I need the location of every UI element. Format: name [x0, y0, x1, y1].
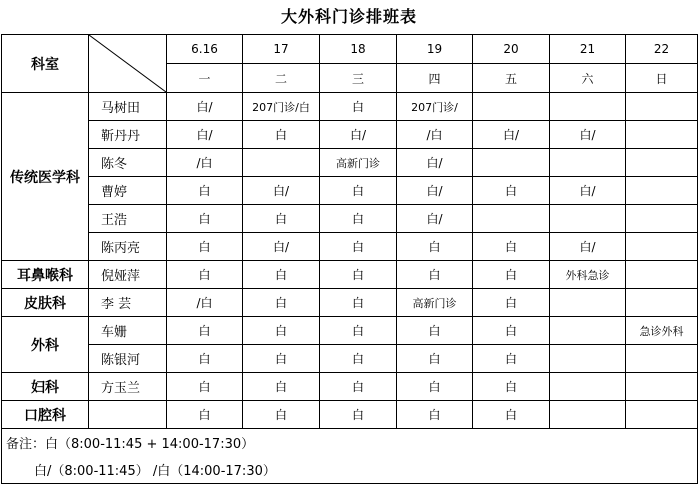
- doctor-name-cell: 车姗: [89, 317, 167, 345]
- schedule-row: [2, 149, 698, 177]
- shift-cell: 白: [473, 289, 550, 317]
- note-row-2: [2, 455, 698, 484]
- shift-cell: 白: [473, 401, 550, 429]
- schedule-row: [2, 121, 698, 149]
- shift-cell: 白: [397, 317, 473, 345]
- doctor-name-cell: 马树田: [89, 93, 167, 121]
- department-cell: 耳鼻喉科: [2, 261, 89, 289]
- shift-cell: [473, 93, 550, 121]
- shift-cell: 白/: [243, 233, 320, 261]
- doctor-name-cell: 曹婷: [89, 177, 167, 205]
- shift-cell: 白/: [550, 177, 626, 205]
- shift-cell: 白: [243, 401, 320, 429]
- doctor-name-cell: 方玉兰: [89, 373, 167, 401]
- shift-cell: 白: [320, 289, 397, 317]
- shift-cell: 白: [320, 317, 397, 345]
- doctor-name-cell: 靳丹丹: [89, 121, 167, 149]
- doctor-name-cell: 倪娅萍: [89, 261, 167, 289]
- shift-cell: 白/: [550, 233, 626, 261]
- shift-cell: 白: [473, 177, 550, 205]
- shift-cell: 白/: [473, 121, 550, 149]
- shift-cell: [626, 289, 698, 317]
- shift-cell: 白: [473, 373, 550, 401]
- schedule-row: [2, 345, 698, 373]
- shift-cell: [626, 149, 698, 177]
- page-title: 大外科门诊排班表: [280, 7, 417, 26]
- schedule-row: [2, 373, 698, 401]
- shift-cell: [626, 205, 698, 233]
- shift-cell: 207门诊/: [397, 93, 473, 121]
- shift-cell: 白: [473, 317, 550, 345]
- shift-cell: 白/: [397, 149, 473, 177]
- date-header: 6.16: [167, 35, 243, 64]
- shift-cell: 白: [320, 177, 397, 205]
- header-row-dates: [2, 35, 698, 64]
- shift-cell: 外科急诊: [550, 261, 626, 289]
- shift-cell: 白/: [550, 121, 626, 149]
- date-header: 21: [550, 35, 626, 64]
- shift-cell: [550, 373, 626, 401]
- date-header: 19: [397, 35, 473, 64]
- doctor-name-cell: 李 芸: [89, 289, 167, 317]
- shift-cell: 白/: [243, 177, 320, 205]
- doctor-name-cell: [89, 401, 167, 429]
- schedule-row: [2, 205, 698, 233]
- shift-cell: 白: [243, 121, 320, 149]
- shift-cell: 急诊外科: [626, 317, 698, 345]
- shift-cell: [626, 401, 698, 429]
- shift-cell: 白: [167, 373, 243, 401]
- shift-cell: [550, 345, 626, 373]
- shift-cell: [626, 177, 698, 205]
- shift-cell: 白: [167, 177, 243, 205]
- doctor-name-cell: 陈银河: [89, 345, 167, 373]
- shift-cell: 白: [397, 233, 473, 261]
- shift-cell: 白: [320, 345, 397, 373]
- shift-cell: 白: [167, 261, 243, 289]
- shift-cell: [626, 345, 698, 373]
- shift-cell: 白: [320, 205, 397, 233]
- weekday-header: 四: [397, 64, 473, 93]
- shift-cell: /白: [397, 121, 473, 149]
- shift-cell: 白: [397, 345, 473, 373]
- shift-cell: 白: [243, 261, 320, 289]
- shift-cell: [626, 373, 698, 401]
- schedule-row: [2, 93, 698, 121]
- shift-cell: 白: [397, 261, 473, 289]
- schedule-row: [2, 233, 698, 261]
- shift-cell: [626, 261, 698, 289]
- doctor-name-cell: 陈丙亮: [89, 233, 167, 261]
- shift-cell: 白/: [397, 205, 473, 233]
- shift-cell: 白: [473, 233, 550, 261]
- shift-cell: 207门诊/白: [243, 93, 320, 121]
- diagonal-line: [89, 35, 166, 92]
- diagonal-header-cell: [89, 35, 167, 93]
- shift-cell: [626, 121, 698, 149]
- shift-cell: 白: [397, 401, 473, 429]
- shift-cell: 高新门诊: [320, 149, 397, 177]
- shift-cell: 白: [473, 345, 550, 373]
- shift-cell: 白: [167, 233, 243, 261]
- department-cell: 传统医学科: [2, 93, 89, 261]
- shift-cell: [626, 93, 698, 121]
- shift-cell: [473, 205, 550, 233]
- weekday-header: 六: [550, 64, 626, 93]
- shift-cell: 白: [243, 289, 320, 317]
- shift-cell: 白/: [397, 177, 473, 205]
- weekday-header: 三: [320, 64, 397, 93]
- note-row: [2, 429, 698, 456]
- shift-cell: 白: [167, 345, 243, 373]
- shift-cell: 白: [243, 205, 320, 233]
- shift-cell: 白/: [167, 93, 243, 121]
- department-cell: 口腔科: [2, 401, 89, 429]
- shift-cell: 白: [243, 317, 320, 345]
- doctor-name-cell: 陈冬: [89, 149, 167, 177]
- note-line-2: 白/（8:00-11:45） /白（14:00-17:30）: [34, 463, 276, 479]
- weekday-header: 二: [243, 64, 320, 93]
- shift-cell: [550, 149, 626, 177]
- schedule-row: [2, 261, 698, 289]
- shift-cell: 白: [320, 261, 397, 289]
- shift-cell: /白: [167, 289, 243, 317]
- doctor-name-cell: 王浩: [89, 205, 167, 233]
- schedule-table: [1, 34, 698, 484]
- weekday-header: 五: [473, 64, 550, 93]
- shift-cell: 白: [243, 373, 320, 401]
- shift-cell: 白: [167, 317, 243, 345]
- note-line-1: 备注：白（8:00-11:45 + 14:00-17:30）: [6, 436, 255, 452]
- shift-cell: [550, 289, 626, 317]
- shift-cell: [243, 149, 320, 177]
- shift-cell: 白: [320, 401, 397, 429]
- shift-cell: 白: [167, 401, 243, 429]
- shift-cell: /白: [167, 149, 243, 177]
- shift-cell: 白: [320, 93, 397, 121]
- shift-cell: 白: [320, 233, 397, 261]
- shift-cell: 白: [320, 373, 397, 401]
- schedule-row: [2, 401, 698, 429]
- dept-header-cell: 科室: [2, 35, 89, 93]
- shift-cell: [473, 149, 550, 177]
- shift-cell: [550, 93, 626, 121]
- weekday-header: 一: [167, 64, 243, 93]
- date-header: 22: [626, 35, 698, 64]
- schedule-row: [2, 289, 698, 317]
- shift-cell: [626, 233, 698, 261]
- shift-cell: [550, 205, 626, 233]
- shift-cell: [550, 317, 626, 345]
- shift-cell: 白/: [320, 121, 397, 149]
- shift-cell: 白: [397, 373, 473, 401]
- shift-cell: 高新门诊: [397, 289, 473, 317]
- shift-cell: 白: [167, 205, 243, 233]
- department-cell: 皮肤科: [2, 289, 89, 317]
- shift-cell: 白/: [167, 121, 243, 149]
- schedule-row: [2, 317, 698, 345]
- department-cell: 外科: [2, 317, 89, 373]
- schedule-row: [2, 177, 698, 205]
- weekday-header: 日: [626, 64, 698, 93]
- date-header: 18: [320, 35, 397, 64]
- shift-cell: 白: [473, 261, 550, 289]
- shift-cell: [550, 401, 626, 429]
- date-header: 17: [243, 35, 320, 64]
- date-header: 20: [473, 35, 550, 64]
- department-cell: 妇科: [2, 373, 89, 401]
- shift-cell: 白: [243, 345, 320, 373]
